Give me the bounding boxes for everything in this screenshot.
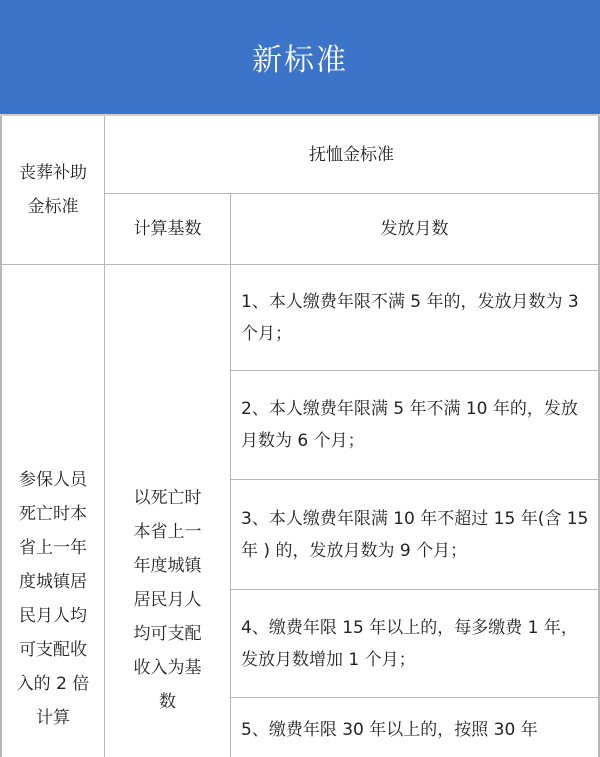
header-calc-base: 计算基数	[133, 219, 202, 239]
funeral-standard-value: 参保人员 死亡时本 省上一年 度城镇居 民月人均 可支配收 入的 2 倍 计算	[16, 470, 90, 728]
header-pension-standard: 抚恤金标准	[309, 144, 394, 165]
payout-rule-5: 5、缴费年限 30 年以上的，按照 30 年	[241, 720, 538, 740]
header-funeral-standard: 丧葬补助 金标准	[19, 163, 87, 217]
calc-base-value: 以死亡时 本省上一 年度城镇 居民月人 均可支配 收入为基 数	[133, 488, 202, 712]
header-payout-months: 发放月数	[380, 219, 449, 239]
payout-rule-2: 2、本人缴费年限满 5 年不满 10 年的，发放月数为 6 个月；	[241, 399, 578, 451]
payout-rule-4: 4、缴费年限 15 年以上的，每多缴费 1 年，发放月数增加 1 个月；	[241, 617, 578, 670]
page-title: 新标准	[252, 43, 348, 78]
payout-rule-3: 3、本人缴费年限满 10 年不超过 15 年(含 15 年 ) 的，发放月数为 9 个月；	[241, 508, 589, 561]
payout-rule-1: 1、本人缴费年限不满 5 年的，发放月数为 3 个月；	[241, 291, 579, 344]
page-header	[0, 0, 600, 114]
